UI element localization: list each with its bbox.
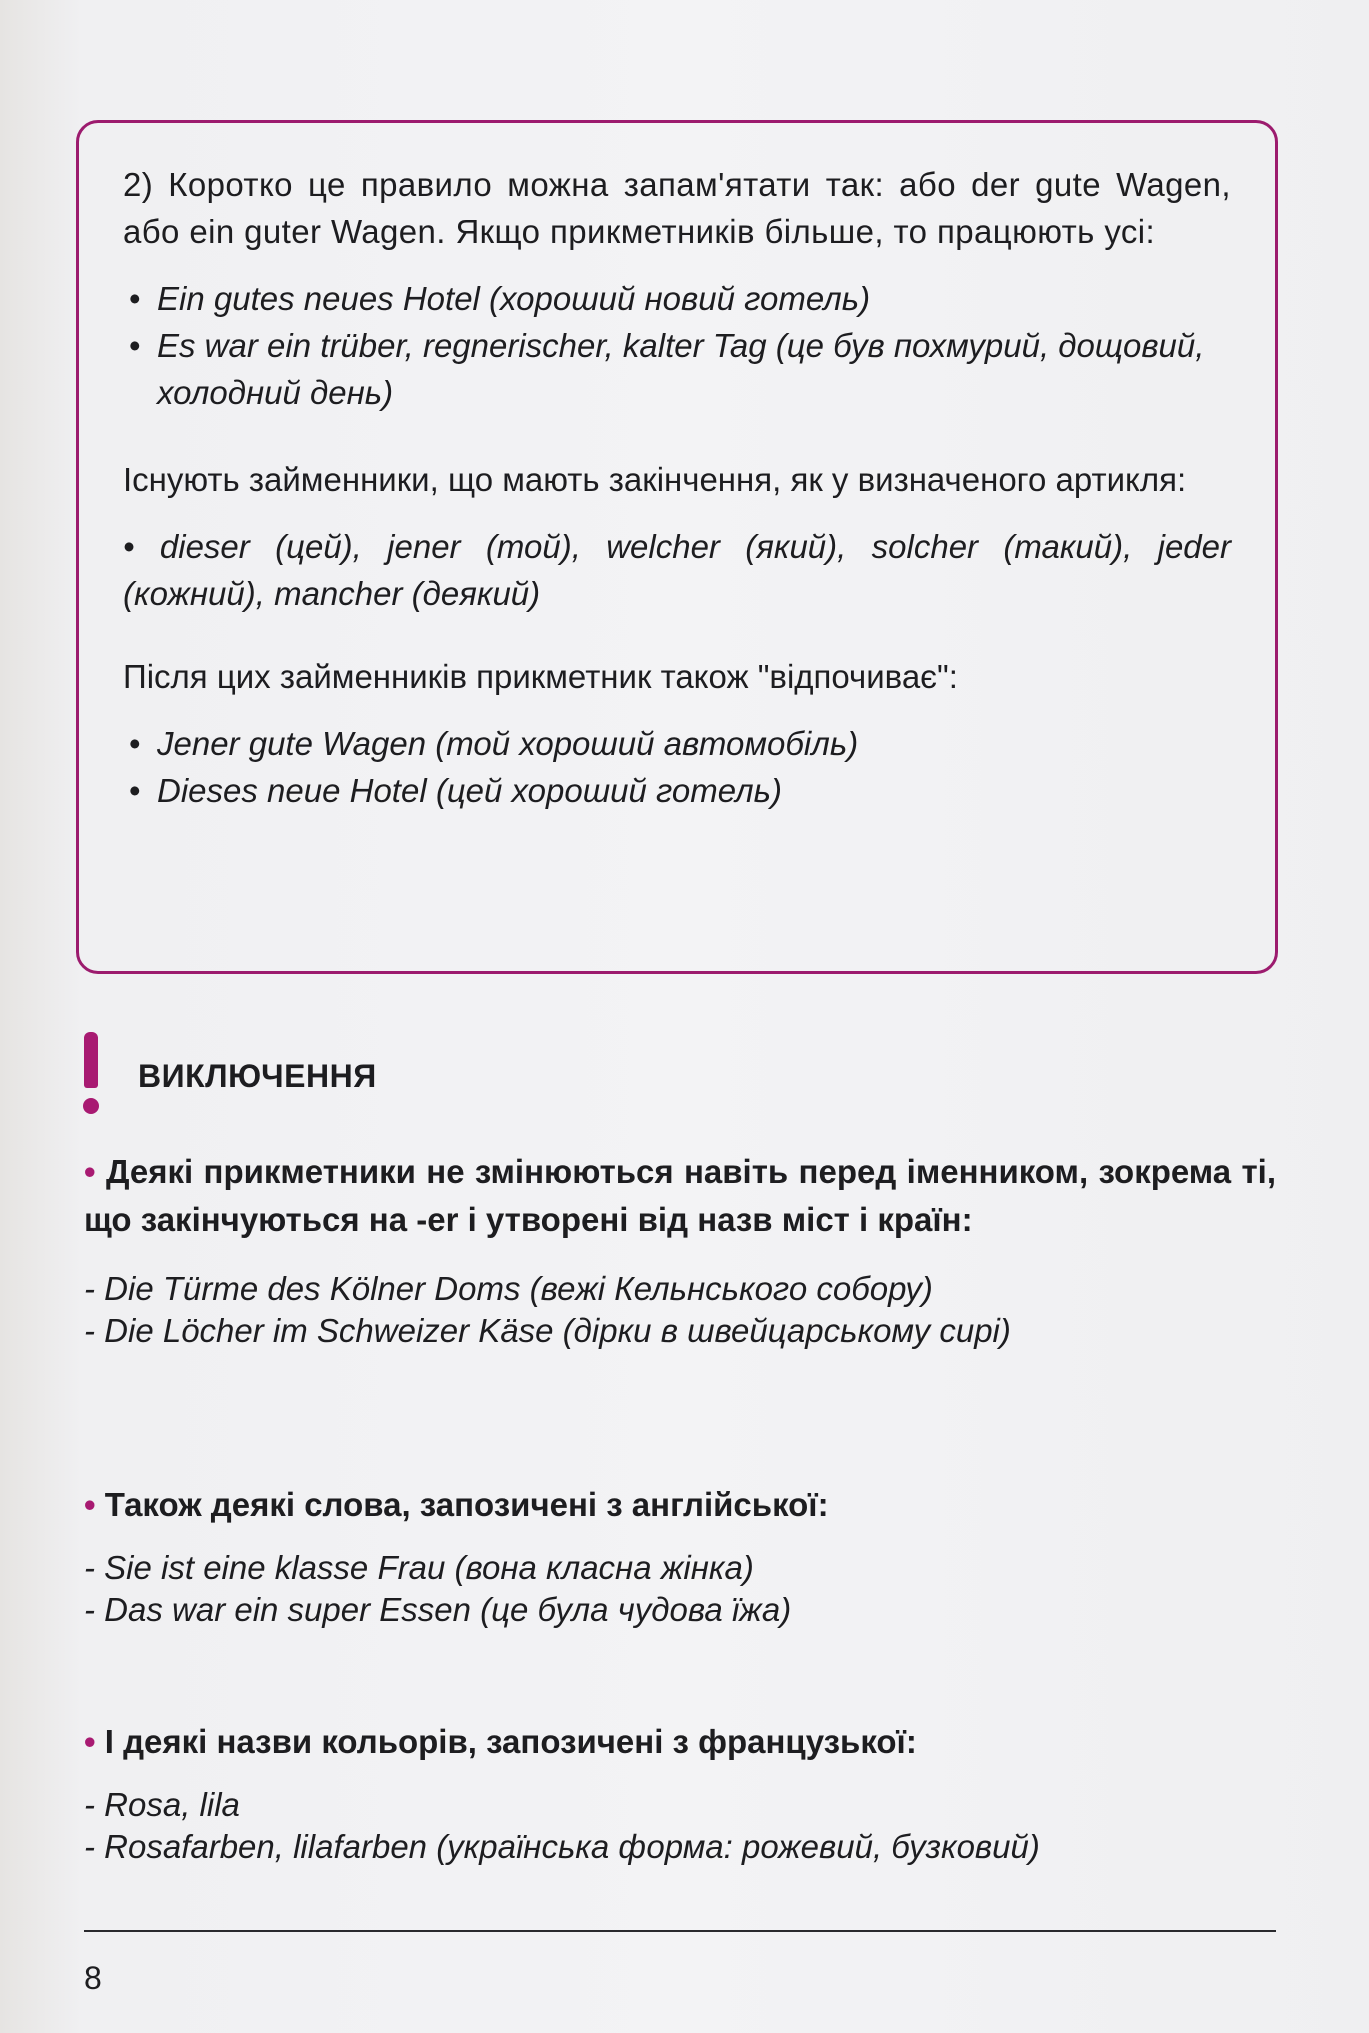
exception-example: - Das war ein super Essen (це була чудова їжа) (84, 1591, 792, 1628)
bullet-icon: • (129, 725, 141, 762)
exception-example: - Rosa, lila (84, 1786, 240, 1823)
exception-group-2 (84, 1481, 1276, 1631)
list-item: • Ein gutes neues Hotel (хороший новий готель) (123, 275, 1231, 322)
after-pronouns-text: Після цих займенників прикметник також "відпочиває": (123, 658, 958, 695)
bullet-icon: • (84, 1486, 96, 1523)
exclamation-icon (76, 1032, 106, 1116)
exceptions-title: ВИКЛЮЧЕННЯ (138, 1058, 377, 1094)
bullet-icon: • (84, 1723, 96, 1760)
pronouns-intro: Існують займенники, що мають закінчення, як у визначеного артикля: (123, 461, 1187, 498)
exception-group-1 (84, 1148, 1276, 1352)
exception-group-3 (84, 1718, 1276, 1868)
bullet-icon: • (84, 1153, 96, 1190)
exception-example: - Sie ist eine klasse Frau (вона класна жінка) (84, 1549, 754, 1586)
exception-lead: • Деякі прикметники не змінюються навіть перед іменником, зокрема ті, що закінчуються на -er і утворені від назв міст і країн: (84, 1153, 1277, 1238)
page-number: 8 (84, 1960, 102, 1996)
exceptions-header (76, 1032, 676, 1116)
bullet-icon: • (129, 772, 141, 809)
list-item: • Dieses neue Hotel (цей хороший готель) (123, 767, 1231, 814)
list-item: • Es war ein trüber, regnerischer, kalter Tag (це був похмурий, дощовий, холодний день) (123, 322, 1231, 416)
examples-list-2 (123, 720, 1231, 814)
rule-intro: 2) Коротко це правило можна запам'ятати так: або der gute Wagen, або ein guter Wagen. Якщо прикметників більше, то працюють усі: (123, 166, 1231, 250)
exception-example: - Rosafarben, lilafarben (українська форма: рожевий, бузковий) (84, 1828, 1040, 1865)
bullet-icon: • (129, 280, 141, 317)
list-item: • Jener gute Wagen (той хороший автомобіль) (123, 720, 1231, 767)
footer-divider (84, 1930, 1276, 1932)
exception-example: - Die Türme des Kölner Doms (вежі Кельнського собору) (84, 1270, 933, 1307)
exception-lead: • І деякі назви кольорів, запозичені з французької: (84, 1723, 917, 1760)
pronouns-list: • dieser (цей), jener (той), welcher (який), solcher (такий), jeder (кожний), mancher (деякий) (123, 528, 1231, 612)
bullet-icon: • (129, 327, 141, 364)
exception-lead: • Також деякі слова, запозичені з англійської: (84, 1486, 829, 1523)
exception-example: - Die Löcher im Schweizer Käse (дірки в швейцарському сирі) (84, 1312, 1011, 1349)
rule-box (76, 120, 1278, 974)
examples-list-1 (123, 275, 1231, 416)
